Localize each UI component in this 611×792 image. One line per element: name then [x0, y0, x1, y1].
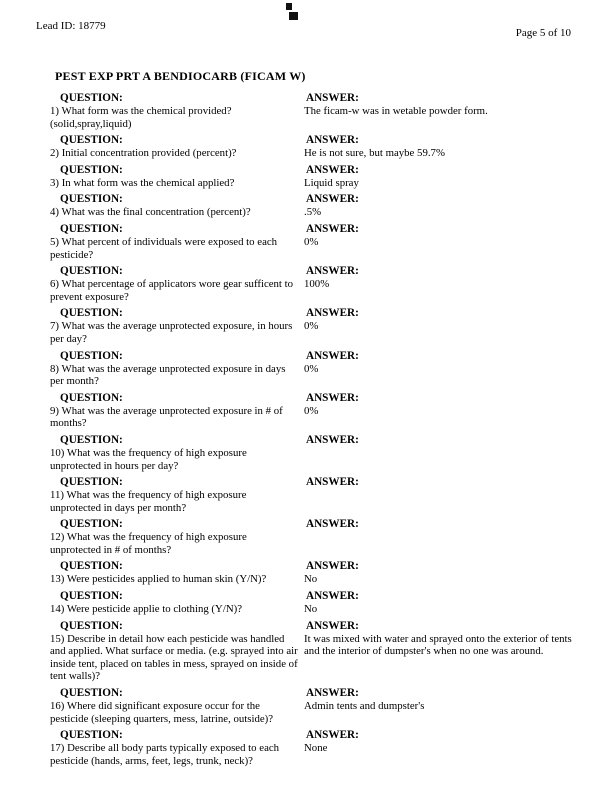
- answer-label: ANSWER:: [306, 590, 359, 603]
- answer-label: ANSWER:: [306, 222, 359, 235]
- answer-label: ANSWER:: [306, 518, 359, 531]
- question-cell: [50, 133, 300, 160]
- question-label: QUESTION:: [60, 222, 123, 235]
- answer-label: ANSWER:: [306, 560, 359, 573]
- question-label: QUESTION:: [60, 134, 123, 147]
- question-text: 10) What was the frequency of high exposure unprotected in hours per day?: [50, 446, 247, 472]
- answer-label: ANSWER:: [306, 163, 359, 176]
- qa-row: [50, 222, 583, 261]
- question-label: QUESTION:: [60, 476, 123, 489]
- question-text: 4) What was the final concentration (percent)?: [50, 206, 251, 219]
- question-label: QUESTION:: [60, 349, 123, 362]
- question-text: 6) What percentage of applicators wore gear sufficent to prevent exposure?: [50, 278, 294, 303]
- question-cell: [50, 163, 300, 190]
- question-cell: [50, 306, 300, 345]
- question-text: 7) What was the average unprotected exposure, in hours per day?: [50, 320, 293, 345]
- qa-row: [50, 433, 583, 472]
- answer-cell: [304, 192, 583, 219]
- answer-cell: [304, 91, 583, 130]
- qa-row: [50, 589, 583, 616]
- answer-text: .5%: [304, 206, 322, 219]
- question-cell: [50, 728, 300, 767]
- question-cell: [50, 517, 300, 556]
- answer-cell: [304, 589, 583, 616]
- qa-row: [50, 728, 583, 767]
- qa-list: [50, 91, 583, 767]
- answer-text: Admin tents and dumpster's: [304, 700, 425, 713]
- answer-label: ANSWER:: [306, 349, 359, 362]
- answer-cell: [304, 433, 583, 472]
- question-label: QUESTION:: [60, 391, 123, 404]
- answer-cell: [304, 475, 583, 514]
- question-cell: [50, 91, 300, 130]
- answer-text: It was mixed with water and sprayed onto the exterior of tents and the interior of dumpster's when no one was around.: [304, 632, 572, 658]
- answer-label: ANSWER:: [306, 391, 359, 404]
- answer-text: 100%: [304, 278, 330, 291]
- question-label: QUESTION:: [60, 265, 123, 278]
- page-header: [0, 0, 611, 39]
- qa-row: [50, 306, 583, 345]
- qa-row: [50, 559, 583, 586]
- qa-row: [50, 133, 583, 160]
- question-text: 9) What was the average unprotected exposure in # of months?: [50, 404, 283, 430]
- document-title: PEST EXP PRT A BENDIOCARB (FICAM W): [55, 69, 306, 83]
- question-cell: [50, 349, 300, 388]
- answer-label: ANSWER:: [306, 265, 359, 278]
- question-text: 16) Where did significant exposure occur for the pesticide (sleeping quarters, mess, latrine, outside)?: [50, 700, 274, 725]
- answer-cell: [304, 728, 583, 767]
- answer-cell: [304, 391, 583, 430]
- question-cell: [50, 391, 300, 430]
- question-label: QUESTION:: [60, 193, 123, 206]
- question-label: QUESTION:: [60, 92, 123, 104]
- question-text: 14) Were pesticide applie to clothing (Y/N)?: [50, 603, 243, 616]
- answer-label: ANSWER:: [306, 476, 359, 489]
- question-text: 12) What was the frequency of high exposure unprotected in # of months?: [50, 531, 247, 556]
- question-text: 1) What form was the chemical provided?(solid,spray,liquid): [50, 105, 232, 130]
- question-text: 5) What percent of individuals were exposed to each pesticide?: [50, 235, 278, 261]
- answer-text: Liquid spray: [304, 176, 359, 189]
- question-text: 15) Describe in detail how each pesticide was handled and applied. What surface or media. (e.g. sprayed into air inside tent, placed on tables in mess, sprayed on inside of tent walls)?: [50, 632, 298, 683]
- question-text: 3) In what form was the chemical applied?: [50, 176, 235, 189]
- question-label: QUESTION:: [60, 619, 123, 632]
- answer-cell: [304, 264, 583, 303]
- answer-text: No: [304, 603, 318, 616]
- question-cell: [50, 222, 300, 261]
- question-text: 17) Describe all body parts typically exposed to each pesticide (hands, arms, feet, legs, trunk, neck)?: [50, 742, 280, 767]
- answer-text: 0%: [304, 320, 319, 333]
- answer-cell: [304, 222, 583, 261]
- answer-label: ANSWER:: [306, 687, 359, 700]
- answer-label: ANSWER:: [306, 729, 359, 742]
- question-cell: [50, 192, 300, 219]
- question-label: QUESTION:: [60, 729, 123, 742]
- answer-label: ANSWER:: [306, 134, 359, 147]
- qa-row: [50, 91, 583, 130]
- answer-cell: [304, 163, 583, 190]
- question-label: QUESTION:: [60, 163, 123, 176]
- page-number: Page 5 of 10: [515, 27, 571, 39]
- answer-cell: [304, 349, 583, 388]
- answer-label: ANSWER:: [306, 433, 359, 446]
- question-label: QUESTION:: [60, 590, 123, 603]
- answer-cell: [304, 686, 583, 725]
- answer-cell: [304, 306, 583, 345]
- qa-row: [50, 475, 583, 514]
- qa-row: [50, 349, 583, 388]
- answer-text: 0%: [304, 235, 319, 248]
- qa-row: [50, 391, 583, 430]
- answer-label: ANSWER:: [306, 193, 359, 206]
- answer-text: He is not sure, but maybe 59.7%: [304, 147, 445, 160]
- answer-text: 0%: [304, 404, 319, 417]
- answer-label: ANSWER:: [306, 619, 359, 632]
- question-cell: [50, 619, 300, 683]
- question-cell: [50, 559, 300, 586]
- question-cell: [50, 475, 300, 514]
- question-cell: [50, 686, 300, 725]
- answer-text: None: [304, 742, 328, 755]
- scan-artifact-mark: [286, 3, 292, 10]
- answer-cell: [304, 517, 583, 556]
- question-text: 2) Initial concentration provided (percent)?: [50, 147, 237, 160]
- question-label: QUESTION:: [60, 560, 123, 573]
- scan-artifact-mark: [289, 12, 298, 20]
- qa-row: [50, 517, 583, 556]
- answer-text: No: [304, 573, 318, 586]
- question-cell: [50, 264, 300, 303]
- qa-row: [50, 192, 583, 219]
- question-cell: [50, 433, 300, 472]
- question-label: QUESTION:: [60, 307, 123, 320]
- lead-id: Lead ID: 18779: [36, 20, 106, 32]
- answer-label: ANSWER:: [306, 307, 359, 320]
- answer-text: 0%: [304, 362, 319, 375]
- qa-row: [50, 686, 583, 725]
- answer-cell: [304, 619, 583, 683]
- question-label: QUESTION:: [60, 433, 123, 446]
- question-label: QUESTION:: [60, 687, 123, 700]
- answer-text: The ficam-w was in wetable powder form.: [304, 105, 488, 117]
- question-text: 8) What was the average unprotected exposure in days per month?: [50, 362, 286, 388]
- question-text: 11) What was the frequency of high exposure unprotected in days per month?: [50, 489, 247, 514]
- question-cell: [50, 589, 300, 616]
- question-text: 13) Were pesticides applied to human skin (Y/N)?: [50, 573, 267, 586]
- qa-row: [50, 163, 583, 190]
- qa-row: [50, 264, 583, 303]
- question-label: QUESTION:: [60, 518, 123, 531]
- answer-label: ANSWER:: [306, 92, 359, 104]
- qa-row: [50, 619, 583, 683]
- answer-cell: [304, 559, 583, 586]
- answer-cell: [304, 133, 583, 160]
